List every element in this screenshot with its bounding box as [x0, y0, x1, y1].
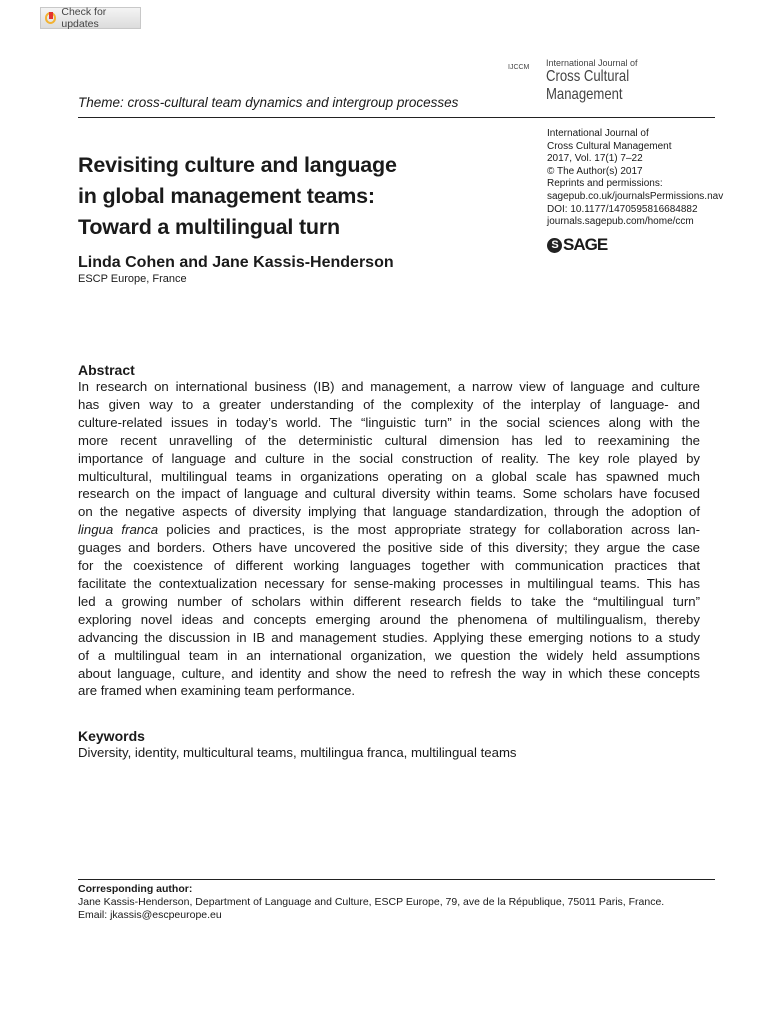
journal-abbr: IJCCM [508, 64, 530, 71]
journal-logo [508, 58, 647, 104]
abstract-line: importance of language and culture in the social construction of reality. The key role played by [78, 450, 700, 466]
abstract-line: on the negative aspects of diversity implying that language standardization, through the adoption of [78, 504, 700, 520]
meta-line: © The Author(s) 2017 [547, 165, 643, 177]
journal-logo-line: Management [546, 86, 623, 103]
meta-line: Cross Cultural Management [547, 140, 672, 152]
abstract-body [78, 378, 700, 700]
abstract-line: led a growing number of scholars within different research fields to take the “multilingual turn” [78, 593, 700, 609]
footnote-divider [78, 879, 715, 880]
journal-logo-line: Cross Cultural [546, 68, 630, 85]
theme-line: Theme: cross-cultural team dynamics and intergroup processes [78, 95, 459, 110]
meta-line: International Journal of [547, 128, 649, 139]
title-line: Toward a multilingual turn [78, 215, 340, 239]
abstract-line: more recent unravelling of the deterministic cultural dimension has led to reexamining the [78, 432, 700, 448]
abstract-line: for the coexistence of different working languages together with communication practices that [78, 558, 700, 574]
sage-s-icon: S [547, 238, 562, 253]
check-for-updates-button[interactable] [40, 7, 141, 29]
corresponding-email[interactable]: Email: jkassis@escpeurope.eu [78, 909, 222, 921]
affiliation: ESCP Europe, France [78, 273, 187, 285]
journal-meta [547, 128, 723, 229]
abstract-heading: Abstract [78, 362, 135, 378]
abstract-line: facilitate the contextualization necessary for sense-making processes in multilingual teams. This has [78, 575, 700, 591]
permissions-link[interactable]: sagepub.co.uk/journalsPermissions.nav [547, 190, 724, 202]
sage-logo [547, 235, 607, 255]
abstract-line: about language, culture, and identity and show the need to refresh the way in which these concepts [78, 665, 700, 681]
publisher-name: SAGE [563, 235, 608, 254]
title-line: Revisiting culture and language [78, 153, 397, 177]
abstract-line: multicultural, multilingual teams in organizations operating on a global scale has spawned much [78, 468, 700, 484]
title-line: in global management teams: [78, 184, 375, 208]
header-divider [78, 117, 715, 118]
corresponding-heading: Corresponding author: [78, 883, 193, 895]
abstract-line: In research on international business (IB) and management, a narrow view of language and culture [78, 379, 700, 394]
corresponding-details [78, 896, 664, 922]
abstract-line: of a multilingual team in an international organization, we question the widely held assumptions [78, 647, 700, 663]
corresponding-address: Jane Kassis-Henderson, Department of Language and Culture, ESCP Europe, 79, ave de la République, 75011 Paris, France. [78, 896, 665, 908]
article-title [78, 150, 397, 243]
keywords-heading: Keywords [78, 728, 145, 744]
abstract-line [78, 521, 700, 539]
doi-link[interactable]: DOI: 10.1177/1470595816684882 [547, 203, 698, 215]
keywords: Diversity, identity, multicultural teams, multilingua franca, multilingual teams [78, 745, 517, 760]
abstract-italic-term: lingua franca [78, 522, 159, 538]
abstract-line: exploring novel ideas and concepts emerging around the phenomena of multilingualism, thereby [78, 611, 700, 627]
meta-line: 2017, Vol. 17(1) 7–22 [547, 153, 643, 165]
abstract-line-text: policies and practices, is the most appropriate strategy for collaboration across lan- [166, 522, 701, 538]
abstract-line: guages and borders. Others have uncovered the positive side of this diversity; they argue the case [78, 540, 700, 556]
abstract-line: advancing the discussion in IB and management studies. Applying these emerging notions to a study [78, 629, 700, 645]
check-for-updates-label: Check for updates [61, 6, 107, 30]
meta-line: Reprints and permissions: [547, 178, 663, 190]
journal-link[interactable]: journals.sagepub.com/home/ccm [547, 216, 694, 228]
abstract-line: are framed when examining team performance. [78, 683, 356, 699]
abstract-line: culture-related issues in today’s world. The “linguistic turn” in the social sciences along with the [78, 414, 700, 430]
journal-logo-line: International Journal of [546, 58, 638, 68]
crossmark-icon [45, 12, 56, 24]
abstract-line: research on the impact of language and cultural diversity within teams. Some scholars have focused [78, 486, 700, 502]
abstract-line: has given way to a greater understanding of the complexity of the interplay of language- and [78, 396, 700, 412]
authors: Linda Cohen and Jane Kassis-Henderson [78, 254, 394, 271]
